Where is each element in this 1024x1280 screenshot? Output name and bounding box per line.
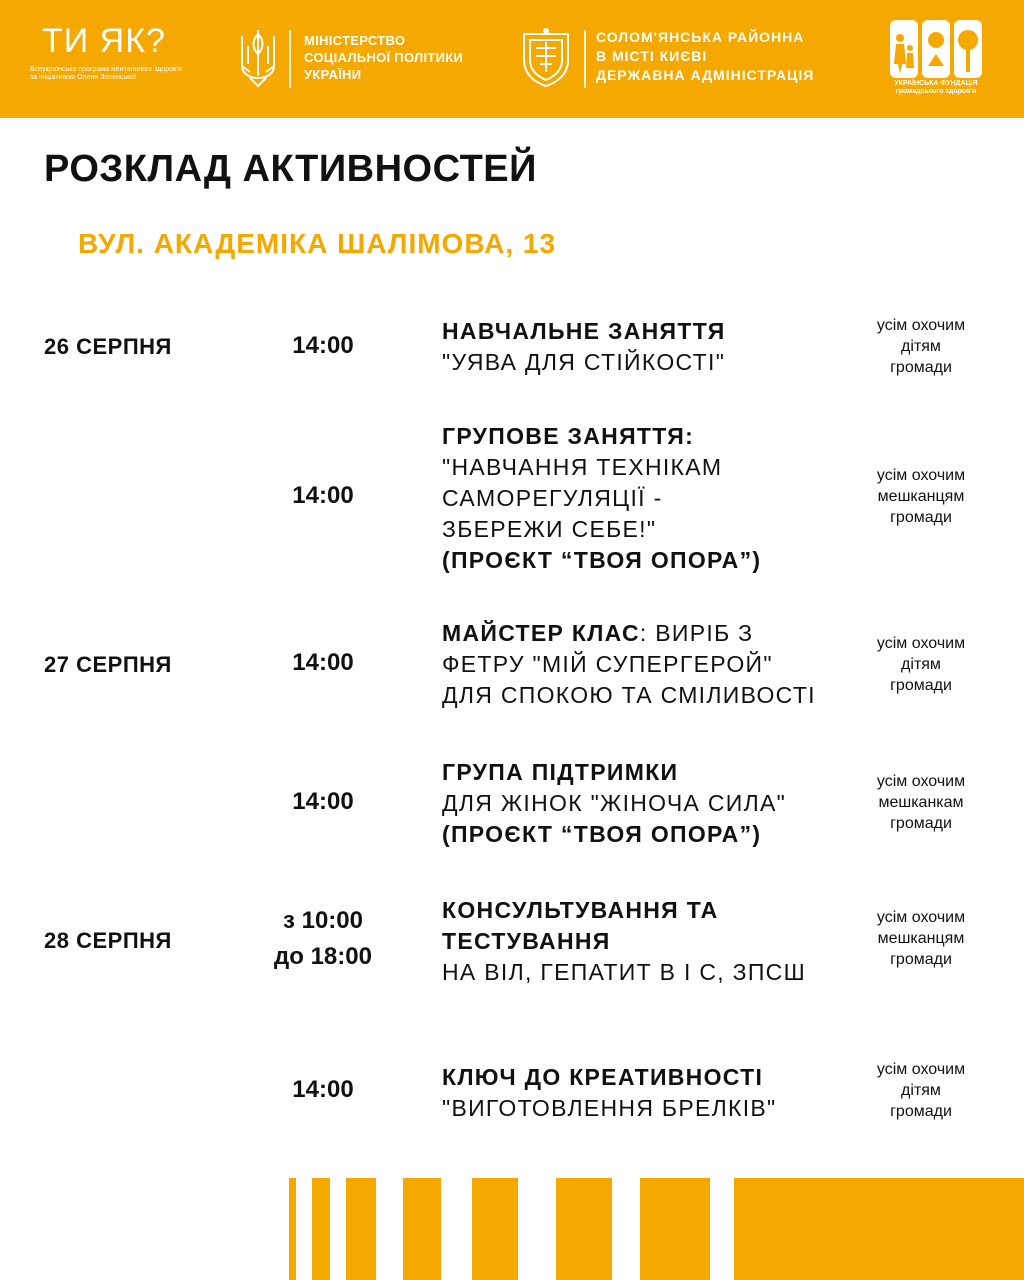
activity-line: ТЕСТУВАННЯ: [442, 928, 611, 954]
audience-line: громади: [890, 677, 952, 694]
footer-bar: [289, 1178, 296, 1280]
activity-line: КОНСУЛЬТУВАННЯ ТА: [442, 897, 719, 923]
row-activity: [442, 895, 842, 988]
audience-line: дітям: [901, 338, 941, 355]
row-date: 28 СЕРПНЯ: [44, 928, 172, 953]
audience-line: мешканкам: [878, 794, 964, 811]
footer-bar: [640, 1178, 710, 1280]
activity-line: (ПРОЄКТ “ТВОЯ ОПОРА”): [442, 821, 762, 847]
foundation-line: громадського здоров'я: [895, 88, 977, 95]
row-audience: [858, 907, 984, 970]
header-banner: [0, 0, 1024, 118]
activity-line: ГРУПА ПІДТРИМКИ: [442, 759, 679, 785]
tiyak-subtitle-line: Всеукраїнська програма ментального здоров'я: [30, 66, 182, 73]
ministry-line: СОЦІАЛЬНОЇ ПОЛІТИКИ: [304, 50, 464, 65]
row-activity: [442, 757, 842, 850]
row-audience: [858, 1059, 984, 1122]
tiyak-subtitle-line: за ініціативою Олени Зеленської: [30, 74, 137, 81]
ministry-line: УКРАЇНИ: [304, 67, 362, 82]
footer-bar: [312, 1178, 330, 1280]
audience-line: усім охочим: [876, 909, 966, 926]
header-divider: [289, 30, 291, 88]
row-date: 26 СЕРПНЯ: [44, 334, 172, 359]
row-time: [264, 328, 382, 364]
activity-line: КЛЮЧ ДО КРЕАТИВНОСТІ: [442, 1064, 764, 1090]
activity-line: ДЛЯ СПОКОЮ ТА СМІЛИВОСТІ: [442, 682, 816, 708]
row-audience: [858, 633, 984, 696]
activity-line: САМОРЕГУЛЯЦІЇ -: [442, 485, 663, 511]
activity-line: НА ВІЛ, ГЕПАТИТ В І С, ЗПСШ: [442, 959, 806, 985]
row-time: [264, 784, 382, 820]
activity-line: ДЛЯ ЖІНОК "ЖІНОЧА СИЛА": [442, 790, 787, 816]
page-title: РОЗКЛАД АКТИВНОСТЕЙ: [44, 148, 537, 190]
time-line: з 10:00: [283, 907, 363, 934]
footer-bar: [403, 1178, 441, 1280]
footer-bar: [346, 1178, 376, 1280]
audience-line: дітям: [901, 1082, 941, 1099]
tiyak-logo-subtitle: [30, 66, 212, 82]
row-time: [264, 478, 382, 514]
row-time: [264, 903, 382, 975]
admin-line: СОЛОМ'ЯНСЬКА РАЙОННА: [596, 29, 805, 45]
footer-bar: [734, 1178, 1024, 1280]
foundation-name: [884, 80, 988, 96]
time-line: 14:00: [292, 788, 354, 815]
time-line: до 18:00: [274, 943, 372, 970]
ministry-line: МІНІСТЕРСТВО: [304, 33, 406, 48]
footer-bar: [556, 1178, 612, 1280]
activity-line: НАВЧАЛЬНЕ ЗАНЯТТЯ: [442, 318, 726, 344]
audience-line: громади: [890, 359, 952, 376]
audience-line: громади: [890, 815, 952, 832]
footer-bar: [472, 1178, 518, 1280]
audience-line: дітям: [901, 656, 941, 673]
activity-line: (ПРОЄКТ “ТВОЯ ОПОРА”): [442, 547, 762, 573]
activity-line: "УЯВА ДЛЯ СТІЙКОСТІ": [442, 349, 726, 375]
row-date: 27 СЕРПНЯ: [44, 652, 172, 677]
audience-line: мешканцям: [877, 930, 965, 947]
row-activity: [442, 316, 842, 378]
activity-line: [442, 618, 842, 649]
audience-line: усім охочим: [876, 317, 966, 334]
row-time: [264, 1072, 382, 1108]
audience-line: громади: [890, 951, 952, 968]
audience-line: усім охочим: [876, 1061, 966, 1078]
ministry-name: [304, 32, 463, 83]
audience-line: усім охочим: [876, 773, 966, 790]
activity-line: ГРУПОВЕ ЗАНЯТТЯ:: [442, 423, 695, 449]
audience-line: усім охочим: [876, 467, 966, 484]
row-activity: [442, 421, 842, 576]
trident-emblem-icon: [236, 26, 280, 88]
row-activity: [442, 1062, 842, 1124]
foundation-line: УКРАЇНСЬКА ФУНДАЦІЯ: [894, 80, 978, 87]
header-divider: [584, 30, 586, 88]
activity-line-rest: : ВИРІБ З: [639, 620, 754, 646]
row-time: [264, 645, 382, 681]
tiyak-logo: [22, 22, 212, 82]
time-line: 14:00: [292, 482, 354, 509]
audience-line: усім охочим: [876, 635, 966, 652]
row-audience: [858, 771, 984, 834]
time-line: 14:00: [292, 332, 354, 359]
tiyak-logo-title: ТИ ЯК?: [42, 22, 166, 60]
audience-line: громади: [890, 1103, 952, 1120]
event-address: ВУЛ. АКАДЕМІКА ШАЛІМОВА, 13: [78, 228, 557, 259]
admin-line: ДЕРЖАВНА АДМІНІСТРАЦІЯ: [596, 67, 815, 83]
activity-line-bold: МАЙСТЕР КЛАС: [442, 620, 640, 646]
activity-line: "НАВЧАННЯ ТЕХНІКАМ: [442, 454, 723, 480]
row-audience: [858, 465, 984, 528]
row-audience: [858, 315, 984, 378]
admin-line: В МІСТІ КИЄВІ: [596, 48, 708, 64]
activity-line: "ВИГОТОВЛЕННЯ БРЕЛКІВ": [442, 1095, 777, 1121]
activity-line: ЗБЕРЕЖИ СЕБЕ!": [442, 516, 657, 542]
kyiv-crest-icon: [518, 26, 574, 88]
audience-line: громади: [890, 509, 952, 526]
audience-line: мешканцям: [877, 488, 965, 505]
row-activity: [442, 618, 842, 711]
time-line: 14:00: [292, 649, 354, 676]
activity-line: ФЕТРУ "МІЙ СУПЕРГЕРОЙ": [442, 651, 773, 677]
time-line: 14:00: [292, 1076, 354, 1103]
district-administration-name: [596, 28, 814, 85]
